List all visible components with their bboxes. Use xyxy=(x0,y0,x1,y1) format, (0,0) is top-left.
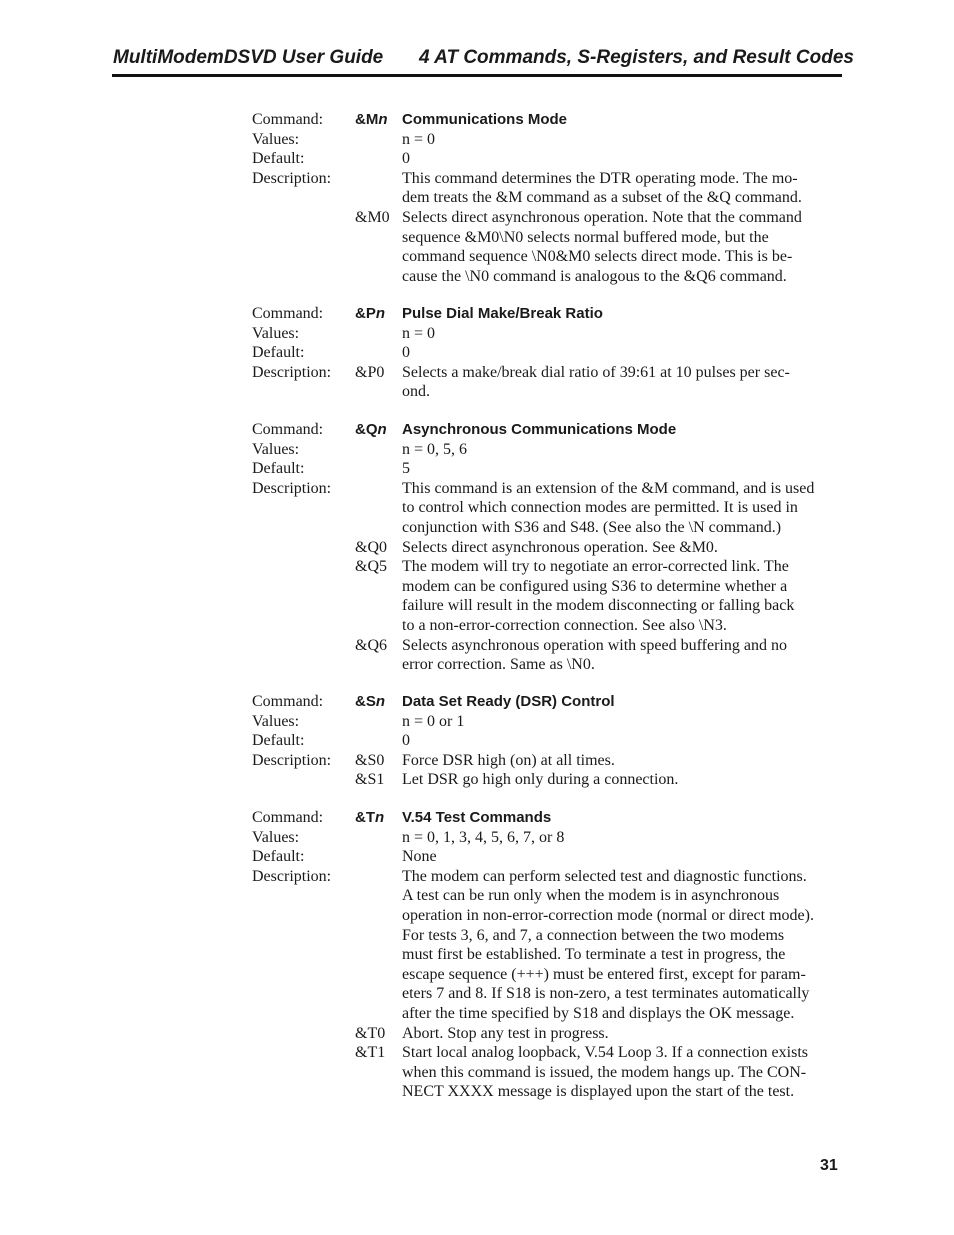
description-line xyxy=(252,557,852,577)
command-label: Command: xyxy=(252,809,324,826)
values-text: n = 0, 5, 6 xyxy=(402,440,468,458)
command-code-prefix: &S xyxy=(355,693,376,710)
command-label: Command: xyxy=(252,305,324,322)
command-entry xyxy=(252,692,852,790)
description-text: Selects asynchronous operation with speed buffering and no xyxy=(402,636,787,654)
description-line xyxy=(252,1082,852,1102)
description-line xyxy=(252,867,852,887)
command-label: Command: xyxy=(252,693,324,710)
command-code-var: n xyxy=(375,305,386,322)
description-line xyxy=(252,538,852,558)
values-text: n = 0 or 1 xyxy=(402,712,465,730)
description-line xyxy=(252,1063,852,1083)
default-label: Default: xyxy=(252,150,305,168)
description-line xyxy=(252,945,852,965)
description-line xyxy=(252,577,852,597)
option-code: &S0 xyxy=(355,751,385,769)
description-line xyxy=(252,616,852,636)
description-text: must first be established. To terminate a test in progress, the xyxy=(402,946,786,964)
default-label: Default: xyxy=(252,848,305,866)
description-line xyxy=(252,636,852,656)
default-label: Default: xyxy=(252,732,305,750)
description-label: Description: xyxy=(252,169,332,187)
description-text: conjunction with S36 and S48. (See also the \N command.) xyxy=(402,518,782,536)
description-line xyxy=(252,655,852,675)
description-text: Selects direct asynchronous operation. See &M0. xyxy=(402,538,718,556)
command-entry xyxy=(252,420,852,675)
description-text: error correction. Same as \N0. xyxy=(402,656,595,674)
default-row xyxy=(252,149,852,169)
description-line xyxy=(252,247,852,267)
command-code-prefix: &T xyxy=(355,809,375,826)
description-text: This command is an extension of the &M command, and is used xyxy=(402,479,815,497)
default-label: Default: xyxy=(252,460,305,478)
option-code: &Q0 xyxy=(355,538,387,556)
description-label: Description: xyxy=(252,867,332,885)
option-code: &T1 xyxy=(355,1044,386,1062)
values-row xyxy=(252,828,852,848)
description-text: when this command is issued, the modem hangs up. The CON- xyxy=(402,1063,807,1081)
description-text: operation in non-error-correction mode (normal or direct mode). xyxy=(402,906,814,924)
command-title: Communications Mode xyxy=(402,111,568,128)
description-text: cause the \N0 command is analogous to the &Q6 command. xyxy=(402,267,787,285)
description-text: escape sequence (+++) must be entered first, except for param- xyxy=(402,965,806,983)
values-label: Values: xyxy=(252,324,300,342)
default-row xyxy=(252,343,852,363)
values-text: n = 0 xyxy=(402,324,436,342)
description-line xyxy=(252,479,852,499)
values-text: n = 0 xyxy=(402,130,436,148)
command-row xyxy=(252,304,852,324)
command-code-var: n xyxy=(378,111,388,128)
header-rule xyxy=(112,74,842,77)
description-text: Abort. Stop any test in progress. xyxy=(402,1024,609,1042)
option-code: &Q6 xyxy=(355,636,387,654)
default-text: 0 xyxy=(402,732,410,750)
description-text: failure will result in the modem disconnecting or falling back xyxy=(402,597,795,615)
description-line xyxy=(252,965,852,985)
description-text: ond. xyxy=(402,383,430,401)
option-code: &M0 xyxy=(355,208,390,226)
description-line xyxy=(252,770,852,790)
description-text: modem can be configured using S36 to determine whether a xyxy=(402,577,788,595)
description-text: Let DSR go high only during a connection. xyxy=(402,771,679,789)
description-text: sequence &M0\N0 selects normal buffered mode, but the xyxy=(402,228,769,246)
default-text: None xyxy=(402,848,437,866)
description-text: The modem can perform selected test and diagnostic functions. xyxy=(402,867,807,885)
description-line xyxy=(252,886,852,906)
values-label: Values: xyxy=(252,828,300,846)
command-entry xyxy=(252,110,852,286)
description-line xyxy=(252,596,852,616)
command-label: Command: xyxy=(252,421,324,438)
command-title: Asynchronous Communications Mode xyxy=(402,421,677,438)
command-row xyxy=(252,692,852,712)
description-line xyxy=(252,906,852,926)
values-label: Values: xyxy=(252,712,300,730)
command-entry xyxy=(252,304,852,402)
command-code-var: n xyxy=(375,693,386,710)
description-label: Description: xyxy=(252,751,332,769)
description-text: For tests 3, 6, and 7, a connection between the two modems xyxy=(402,926,785,944)
command-entry xyxy=(252,808,852,1102)
option-code: &T0 xyxy=(355,1024,386,1042)
command-code xyxy=(355,808,384,828)
command-code-prefix: &M xyxy=(355,111,379,128)
description-line xyxy=(252,267,852,287)
running-header xyxy=(112,47,854,75)
guide-title: MultiModemDSVD User Guide xyxy=(113,47,384,68)
default-row xyxy=(252,731,852,751)
description-line xyxy=(252,208,852,228)
description-line xyxy=(252,382,852,402)
values-label: Values: xyxy=(252,130,300,148)
values-row xyxy=(252,712,852,732)
command-label: Command: xyxy=(252,111,324,128)
description-text: Selects direct asynchronous operation. Note that the command xyxy=(402,208,802,226)
command-code xyxy=(355,304,385,324)
values-row xyxy=(252,440,852,460)
description-label: Description: xyxy=(252,479,332,497)
command-title: V.54 Test Commands xyxy=(402,809,552,826)
description-line xyxy=(252,228,852,248)
description-line xyxy=(252,169,852,189)
command-code-prefix: &Q xyxy=(355,421,378,438)
description-text: dem treats the &M command as a subset of the &Q command. xyxy=(402,189,802,207)
command-code xyxy=(355,420,387,440)
command-row xyxy=(252,110,852,130)
description-text: after the time specified by S18 and displays the OK message. xyxy=(402,1004,795,1022)
command-title: Data Set Ready (DSR) Control xyxy=(402,693,615,710)
command-code xyxy=(355,692,385,712)
description-line xyxy=(252,751,852,771)
command-row xyxy=(252,808,852,828)
description-line xyxy=(252,363,852,383)
description-text: A test can be run only when the modem is in asynchronous xyxy=(402,887,780,905)
description-text: command sequence \N0&M0 selects direct mode. This is be- xyxy=(402,248,793,266)
command-code xyxy=(355,110,388,130)
option-code: &P0 xyxy=(355,363,385,381)
description-line xyxy=(252,926,852,946)
default-text: 0 xyxy=(402,344,410,362)
command-code-var: n xyxy=(377,421,387,438)
description-text: The modem will try to negotiate an error-corrected link. The xyxy=(402,558,789,576)
command-code-prefix: &P xyxy=(355,305,376,322)
description-text: Force DSR high (on) at all times. xyxy=(402,751,615,769)
description-line xyxy=(252,1004,852,1024)
command-code-var: n xyxy=(375,809,385,826)
description-text: NECT XXXX message is displayed upon the start of the test. xyxy=(402,1083,795,1101)
option-code: &S1 xyxy=(355,771,385,789)
description-line xyxy=(252,984,852,1004)
default-text: 0 xyxy=(402,150,410,168)
values-row xyxy=(252,324,852,344)
page-number: 31 xyxy=(820,1157,838,1174)
default-row xyxy=(252,459,852,479)
values-text: n = 0, 1, 3, 4, 5, 6, 7, or 8 xyxy=(402,828,565,846)
description-label: Description: xyxy=(252,363,332,381)
default-row xyxy=(252,847,852,867)
description-text: Selects a make/break dial ratio of 39:61 at 10 pulses per sec- xyxy=(402,363,790,381)
description-line xyxy=(252,1043,852,1063)
default-text: 5 xyxy=(402,460,410,478)
command-row xyxy=(252,420,852,440)
option-code: &Q5 xyxy=(355,558,387,576)
description-text: Start local analog loopback, V.54 Loop 3. If a connection exists xyxy=(402,1044,808,1062)
description-line xyxy=(252,498,852,518)
description-text: to control which connection modes are permitted. It is used in xyxy=(402,499,798,517)
default-label: Default: xyxy=(252,344,305,362)
description-text: to a non-error-correction connection. See also \N3. xyxy=(402,616,727,634)
description-line xyxy=(252,188,852,208)
chapter-title: 4 AT Commands, S-Registers, and Result Codes xyxy=(419,47,854,68)
description-line xyxy=(252,518,852,538)
values-row xyxy=(252,130,852,150)
values-label: Values: xyxy=(252,440,300,458)
description-text: eters 7 and 8. If S18 is non-zero, a test terminates automatically xyxy=(402,985,810,1003)
description-text: This command determines the DTR operating mode. The mo- xyxy=(402,169,798,187)
description-line xyxy=(252,1024,852,1044)
command-title: Pulse Dial Make/Break Ratio xyxy=(402,305,603,322)
